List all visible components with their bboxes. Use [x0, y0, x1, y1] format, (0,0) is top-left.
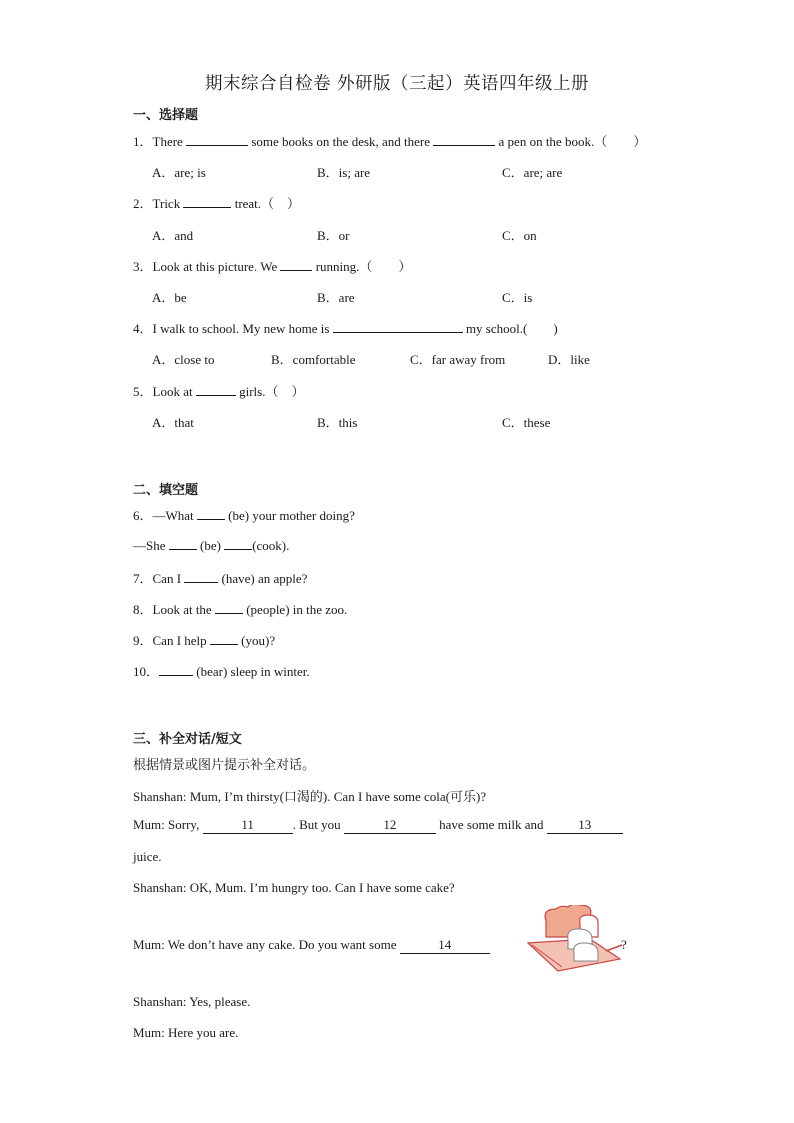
q9-blank[interactable] [210, 632, 238, 645]
dialogue-line-2b: juice. [133, 849, 162, 864]
question-9 [133, 630, 275, 649]
q8-text-a: 8．Look at the [133, 602, 212, 617]
q10-text-b: (bear) sleep in winter. [196, 664, 310, 679]
q6a-text-a: 6．—What [133, 508, 194, 523]
q7-text-a: 7．Can I [133, 571, 182, 586]
section-2-heading: 二、填空题 [133, 483, 199, 498]
q4-option-c[interactable]: C．far away from [410, 352, 506, 367]
q6-blank-1[interactable] [197, 507, 225, 520]
question-6b [133, 537, 289, 554]
q1-text-c: a pen on the book.（ ） [498, 134, 647, 149]
question-6a [133, 505, 355, 524]
q4-option-d[interactable]: D．like [548, 352, 590, 367]
dialogue-line-1: Shanshan: Mum, I’m thirsty(口渴的). Can I have some cola(可乐)? [133, 789, 487, 804]
question-5 [133, 381, 304, 400]
q5-option-c[interactable]: C．these [502, 415, 551, 430]
l4-text-a: Mum: We don’t have any cake. Do you want some [133, 937, 397, 952]
q1-option-b[interactable]: B．is; are [317, 165, 371, 180]
q2-text-a: 2．Trick [133, 196, 181, 211]
blank-14[interactable]: 14 [400, 937, 490, 954]
q4-option-b[interactable]: B．comfortable [271, 352, 356, 367]
q2-option-c[interactable]: C．on [502, 228, 537, 243]
q7-text-b: (have) an apple? [221, 571, 308, 586]
q4-blank[interactable] [333, 320, 463, 333]
q3-option-a[interactable]: A．be [152, 290, 187, 305]
q3-option-b[interactable]: B．are [317, 290, 355, 305]
l2-text-c: have some milk and [439, 817, 544, 832]
q6-blank-2[interactable] [169, 537, 197, 550]
q3-blank[interactable] [280, 258, 312, 271]
q6a-text-b: (be) your mother doing? [228, 508, 355, 523]
q2-blank[interactable] [183, 195, 231, 208]
question-4 [133, 318, 558, 337]
q1-option-c[interactable]: C．are; are [502, 165, 563, 180]
q2-text-b: treat.（ ） [234, 196, 301, 211]
question-3 [133, 256, 411, 275]
q2-option-a[interactable]: A．and [152, 228, 194, 243]
question-2 [133, 193, 300, 212]
l2-text-b: . But you [292, 817, 341, 832]
q6-blank-3[interactable] [224, 537, 252, 550]
q1-blank-1[interactable] [186, 133, 248, 146]
dialogue-line-5: Shanshan: Yes, please. [133, 994, 251, 1009]
q3-text-a: 3．Look at this picture. We [133, 259, 278, 274]
question-7 [133, 568, 307, 587]
instruction-text: 根据情景或图片提示补全对话。 [133, 758, 316, 773]
dialogue-line-6: Mum: Here you are. [133, 1025, 239, 1040]
q4-text-a: 4．I walk to school. My new home is [133, 321, 330, 336]
q5-option-b[interactable]: B．this [317, 415, 358, 430]
q5-text-b: girls.（ ） [239, 384, 305, 399]
dialogue-line-3: Shanshan: OK, Mum. I’m hungry too. Can I have some cake? [133, 880, 455, 895]
q9-text-b: (you)? [241, 633, 276, 648]
q10-blank[interactable] [159, 663, 193, 676]
q8-blank[interactable] [215, 601, 243, 614]
q2-option-b[interactable]: B．or [317, 228, 350, 243]
section-3-heading: 三、补全对话/短文 [133, 732, 242, 747]
question-10 [133, 661, 310, 680]
l4-question-mark: ? [621, 937, 627, 952]
blank-11[interactable]: 11 [203, 817, 293, 834]
q3-text-b: running.（ ） [315, 259, 412, 274]
blank-12[interactable]: 12 [344, 817, 436, 834]
q4-text-b: my school.( ) [465, 321, 558, 336]
q1-text-b: some books on the desk, and there [251, 134, 431, 149]
q6b-text-c: (cook). [252, 538, 290, 553]
dialogue-line-4 [133, 937, 490, 954]
q5-text-a: 5．Look at [133, 384, 193, 399]
q4-option-a[interactable]: A．close to [152, 352, 215, 367]
q8-text-b: (people) in the zoo. [246, 602, 348, 617]
q1-blank-2[interactable] [433, 133, 495, 146]
blank-13[interactable]: 13 [547, 817, 623, 834]
q5-option-a[interactable]: A．that [152, 415, 194, 430]
question-8 [133, 599, 347, 618]
q1-text-a: 1．There [133, 134, 183, 149]
l2-text-a: Mum: Sorry, [133, 817, 200, 832]
dialogue-line-2 [133, 817, 623, 834]
q9-text-a: 9．Can I help [133, 633, 207, 648]
page-title: 期末综合自检卷 外研版（三起）英语四年级上册 [204, 74, 590, 94]
q10-text-a: 10． [133, 664, 160, 679]
question-1 [133, 131, 646, 150]
q5-blank[interactable] [196, 383, 236, 396]
q6b-text-b: (be) [200, 538, 221, 553]
q7-blank[interactable] [184, 570, 218, 583]
q6b-text-a: —She [133, 538, 166, 553]
q3-option-c[interactable]: C．is [502, 290, 533, 305]
q1-option-a[interactable]: A．are; is [152, 165, 206, 180]
section-1-heading: 一、选择题 [133, 108, 199, 123]
bread-icon [520, 905, 624, 973]
